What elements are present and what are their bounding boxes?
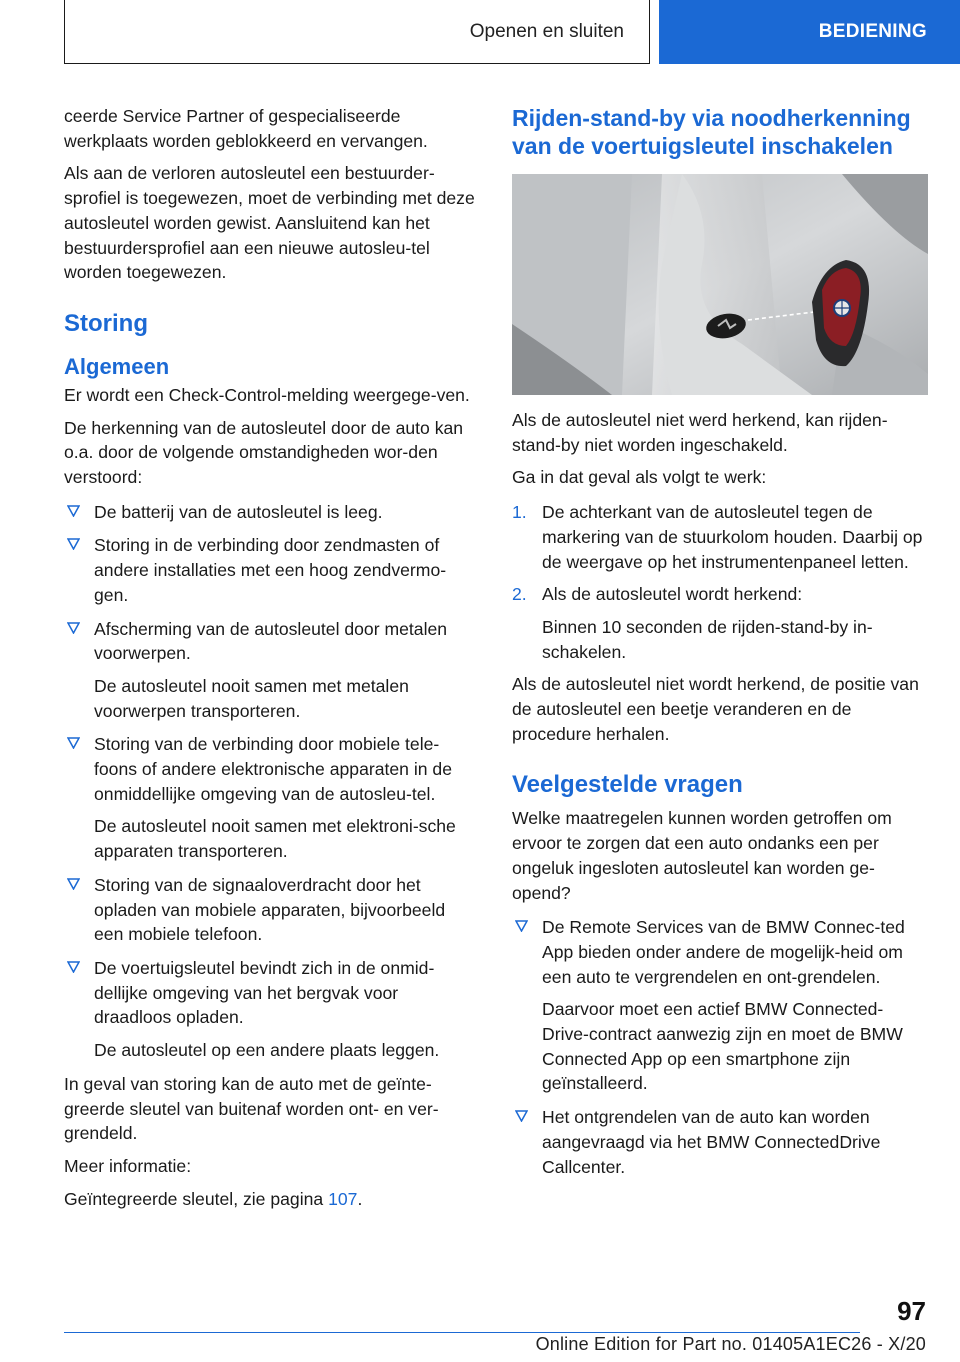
heading-algemeen: Algemeen <box>64 353 170 379</box>
paragraph: Als de autosleutel niet werd herkend, kan rijden-stand-by niet worden ingeschakeld. <box>512 410 888 455</box>
list-item: Storing van de verbinding door mobiele tele-foons of andere elektronische apparaten in de onmiddellijke omgeving van de autosleu-tel. De autosleutel nooit samen met elektroni-sche apparaten transporteren. <box>64 732 478 864</box>
key-illustration-icon <box>512 174 928 395</box>
numbered-list <box>512 500 928 664</box>
page-number: 97 <box>897 1296 926 1326</box>
paragraph: Ga in dat geval als volgt te werk: <box>512 467 767 488</box>
page-link[interactable]: 107 <box>328 1188 358 1209</box>
heading-storing: Storing <box>64 309 148 337</box>
left-column <box>64 104 478 1219</box>
list-item: 1. De achterkant van de autosleutel tegen de markering van de stuurkolom houden. Daarbij op de weergave op het instrumentenpaneel letten. <box>512 502 923 572</box>
header-section-title: Openen en sluiten <box>469 21 624 42</box>
footer-edition: Online Edition for Part no. 01405A1EC26 - X/20 <box>535 1334 926 1354</box>
paragraph: In geval van storing kan de auto met de geïnte-greerde sleutel van buitenaf worden ont- en ver-grendeld. <box>64 1073 439 1144</box>
bullet-list <box>512 915 928 1179</box>
list-item: Storing in de verbinding door zendmasten of andere installaties met een hoog zendvermo-gen. <box>64 533 478 607</box>
list-item: De batterij van de autosleutel is leeg. <box>64 500 478 525</box>
paragraph: Meer informatie: <box>64 1155 192 1176</box>
paragraph: Als de autosleutel niet wordt herkend, de positie van de autosleutel een beetje veranderen en de procedure herhalen. <box>512 674 919 744</box>
paragraph: Als aan de verloren autosleutel een bestuurder-sprofiel is toegewezen, moet de verbinding met deze autosleutel worden gewist. Aansluitend kan het bestuurdersprofiel aan een nieuwe autosleu-tel worden toegewezen. <box>64 163 475 283</box>
paragraph: Welke maatregelen kunnen worden getroffen om ervoor te zorgen dat een auto ondanks een per ongeluk ingesloten autosleutel kan worden ge-opend? <box>512 808 892 903</box>
list-item: Het ontgrendelen van de auto kan worden aangevraagd via het BMW ConnectedDrive Callcenter. <box>512 1105 928 1179</box>
paragraph: ceerde Service Partner of gespecialiseerde werkplaats worden geblokkeerd en vervangen. <box>64 106 428 151</box>
steering-column-key-image <box>512 174 928 395</box>
bullet-list <box>64 500 478 1063</box>
right-column <box>512 104 928 1188</box>
heading-standby: Rijden-stand-by via noodherkenning van de voertuigsleutel inschakelen <box>512 105 911 159</box>
list-item: 2. Als de autosleutel wordt herkend: Binnen 10 seconden de rijden-stand-by in-schakelen. <box>512 584 873 662</box>
paragraph: Er wordt een Check-Control-melding weergege-ven. <box>64 384 470 405</box>
list-item: Afscherming van de autosleutel door metalen voorwerpen. De autosleutel nooit samen met metalen voorwerpen transporteren. <box>64 617 478 724</box>
list-item: De voertuigsleutel bevindt zich in de onmid-dellijke omgeving van het bergvak voor draadloos opladen. De autosleutel op een andere plaats leggen. <box>64 956 478 1063</box>
header-chapter-tab: BEDIENING <box>659 0 960 64</box>
list-item: De Remote Services van de BMW Connec-ted App bieden onder andere de mogelijk-heid om een auto te vergrendelen en ont-grendelen. Daarvoor moet een actief BMW Connected-Drive-contract aanwezig zijn en moet de BMW Connected App op een smartphone zijn geïnstalleerd. <box>512 915 928 1096</box>
footer-divider <box>64 1332 860 1333</box>
paragraph: De herkenning van de autosleutel door de auto kan o.a. door de volgende omstandigheden wor-den verstoord: <box>64 417 464 488</box>
list-item: Storing van de signaaloverdracht door het opladen van mobiele apparaten, bijvoorbeeld een mobiele telefoon. <box>64 873 478 947</box>
heading-faq: Veelgestelde vragen <box>512 771 743 799</box>
paragraph: Geïntegreerde sleutel, zie pagina 107. <box>64 1188 363 1209</box>
